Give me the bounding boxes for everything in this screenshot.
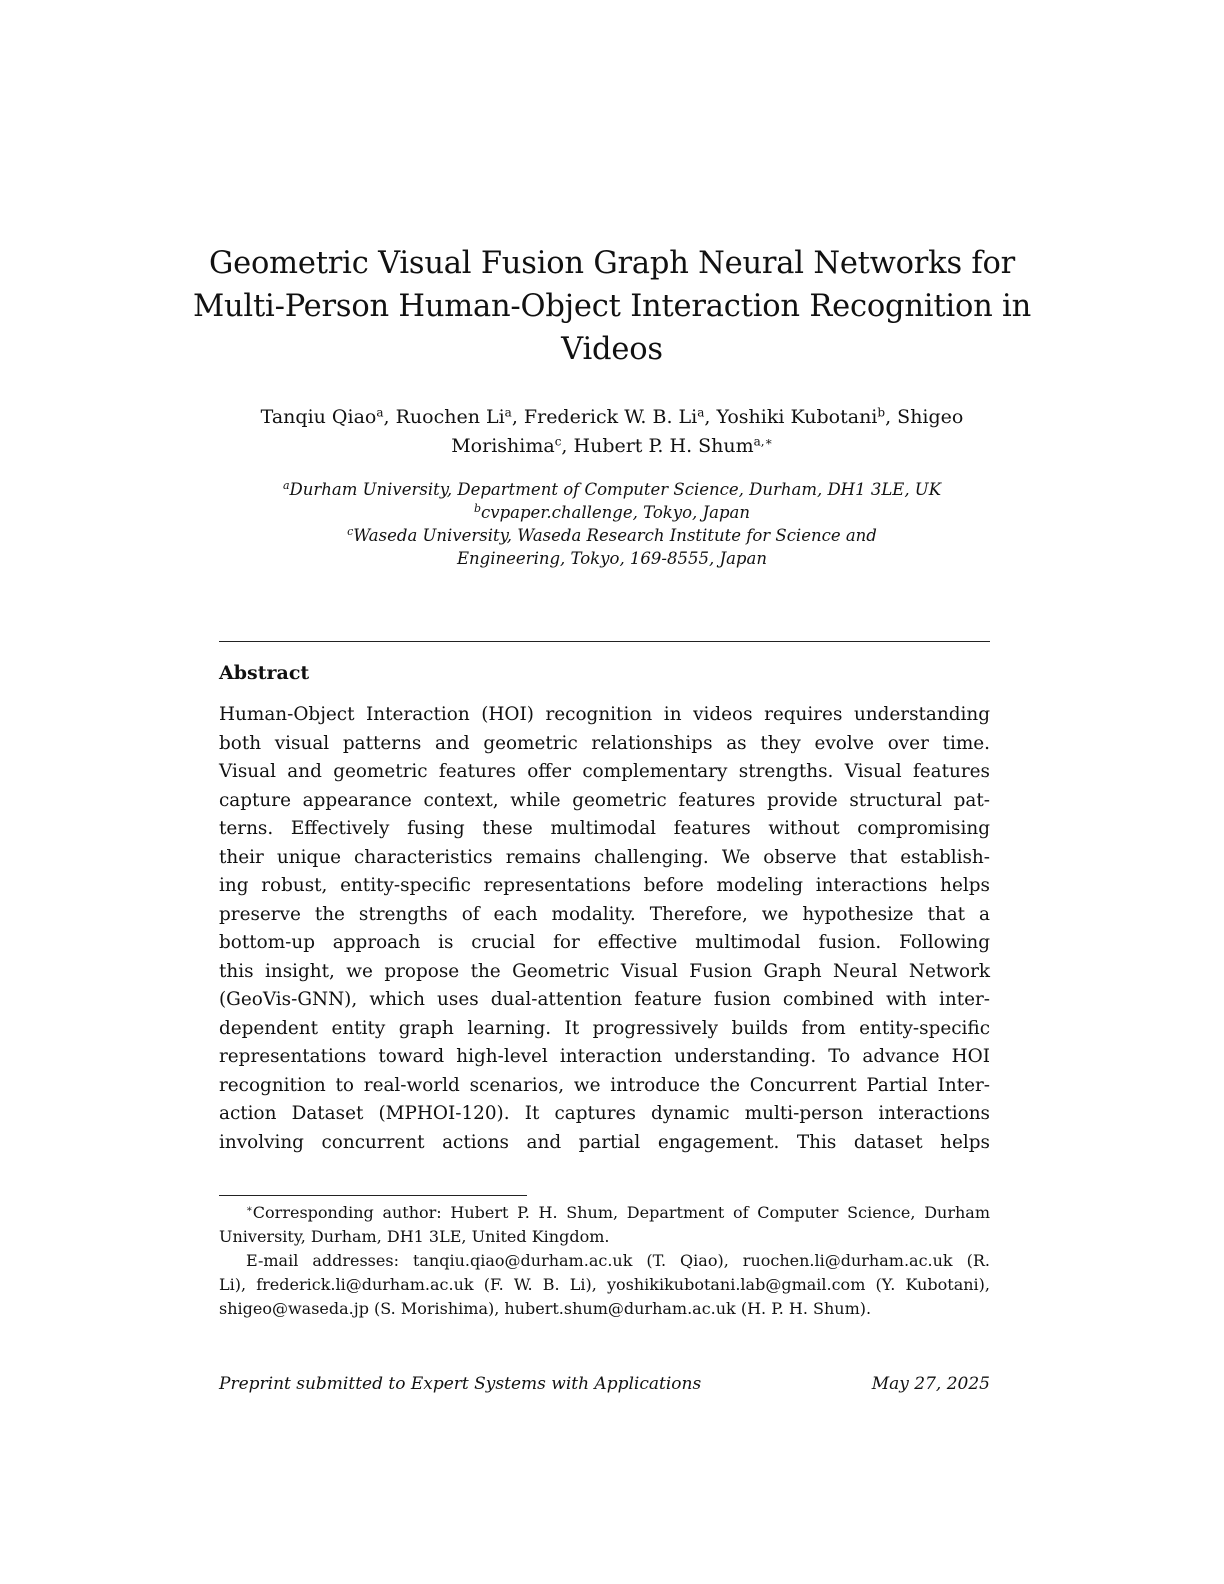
author-affiliation-mark: a,∗ xyxy=(753,434,773,449)
affiliation: $^c$Waseda University, Waseda Research Institute for Science and xyxy=(347,524,877,545)
author-list xyxy=(200,403,1024,461)
abstract-body xyxy=(219,701,990,1157)
paper-title xyxy=(180,242,1044,371)
author-name: Tanqiu Qiao xyxy=(260,406,377,428)
author-name: Morishima xyxy=(451,435,555,457)
abstract-line: this insight, we propose the Geometric Visual Fusion Graph Neural Network xyxy=(219,960,990,982)
author-affiliation-mark: a xyxy=(504,405,512,420)
author-name: Shigeo xyxy=(897,406,964,428)
footnote-line: shigeo@waseda.jp (S. Morishima), hubert.shum@durham.ac.uk (H. P. H. Shum). xyxy=(219,1299,872,1318)
footnote-line: Li), frederick.li@durham.ac.uk (F. W. B. Li), yoshikikubotani.lab@gmail.com (Y. Kubotani), xyxy=(219,1275,990,1294)
author-name: Ruochen Li xyxy=(395,406,505,428)
abstract-divider xyxy=(219,641,990,642)
author-name: Hubert P. H. Shum xyxy=(573,435,754,457)
abstract-line: their unique characteristics remains challenging. We observe that establish- xyxy=(219,846,990,868)
abstract-line: preserve the strengths of each modality. Therefore, we hypothesize that a xyxy=(219,903,990,925)
abstract-line: dependent entity graph learning. It progressively builds from entity-specific xyxy=(219,1017,990,1039)
affiliation: $^b$cvpaper.challenge, Tokyo, Japan xyxy=(473,501,750,522)
footer-journal: Preprint submitted to Expert Systems with Applications xyxy=(219,1374,702,1394)
abstract-line: bottom-up approach is crucial for effective multimodal fusion. Following xyxy=(219,932,990,953)
footnotes xyxy=(219,1201,990,1321)
abstract-line: representations toward high-level interaction understanding. To advance HOI xyxy=(219,1046,990,1067)
author-line: Tanqiu Qiao$^a$, Ruochen Li$^a$, Frederick W. B. Li$^a$, Yoshiki Kubotani$^b$, Shigeo xyxy=(260,405,964,428)
abstract-line: (GeoVis-GNN), which uses dual-attention feature fusion combined with inter- xyxy=(219,989,990,1010)
affiliation: $^a$Durham University, Department of Computer Science, Durham, DH1 3LE, UK xyxy=(282,478,942,499)
author-name: Frederick W. B. Li xyxy=(523,406,698,428)
title-line: Geometric Visual Fusion Graph Neural Networks for xyxy=(208,246,1016,281)
abstract-line: capture appearance context, while geometric features provide structural pat- xyxy=(219,789,990,811)
footnote-line: E-mail addresses: tanqiu.qiao@durham.ac.uk (T. Qiao), ruochen.li@durham.ac.uk (R. xyxy=(246,1251,990,1270)
footnote-line: University, Durham, DH1 3LE, United Kingdom. xyxy=(219,1227,610,1246)
affiliation: Engineering, Tokyo, 169-8555, Japan xyxy=(457,549,767,568)
corresponding-mark: ∗ xyxy=(246,1204,253,1215)
abstract-line: Human-Object Interaction (HOI) recognition in videos requires understanding xyxy=(219,704,990,725)
abstract-heading: Abstract xyxy=(219,662,310,684)
author-name: Yoshiki Kubotani xyxy=(716,406,878,428)
abstract-line: both visual patterns and geometric relationships as they evolve over time. xyxy=(219,732,990,754)
footnote-divider xyxy=(219,1195,527,1196)
title-line: Videos xyxy=(561,332,663,367)
affiliation-list xyxy=(180,478,1044,570)
abstract-line: involving concurrent actions and partial engagement. This dataset helps xyxy=(219,1131,990,1153)
author-affiliation-mark: a xyxy=(376,405,384,420)
abstract-line: Visual and geometric features offer complementary strengths. Visual features xyxy=(219,761,990,782)
author-affiliation-mark: a xyxy=(697,405,705,420)
abstract-line: ing robust, entity-specific representations before modeling interactions helps xyxy=(219,875,990,896)
abstract-line: action Dataset (MPHOI-120). It captures dynamic multi-person interactions xyxy=(219,1103,990,1124)
abstract-line: terns. Effectively fusing these multimodal features without compromising xyxy=(219,818,990,839)
footnote-line: ∗Corresponding author: Hubert P. H. Shum, Department of Computer Science, Durham xyxy=(246,1203,990,1222)
title-line: Multi-Person Human-Object Interaction Recognition in xyxy=(192,289,1032,324)
footer-date: May 27, 2025 xyxy=(871,1374,990,1394)
author-affiliation-mark: b xyxy=(877,405,886,420)
abstract-line: recognition to real-world scenarios, we introduce the Concurrent Partial Inter- xyxy=(219,1074,990,1096)
author-line: Morishima$^c$, Hubert P. H. Shum$^{a,∗}$ xyxy=(451,434,773,457)
author-affiliation-mark: c xyxy=(554,434,562,449)
